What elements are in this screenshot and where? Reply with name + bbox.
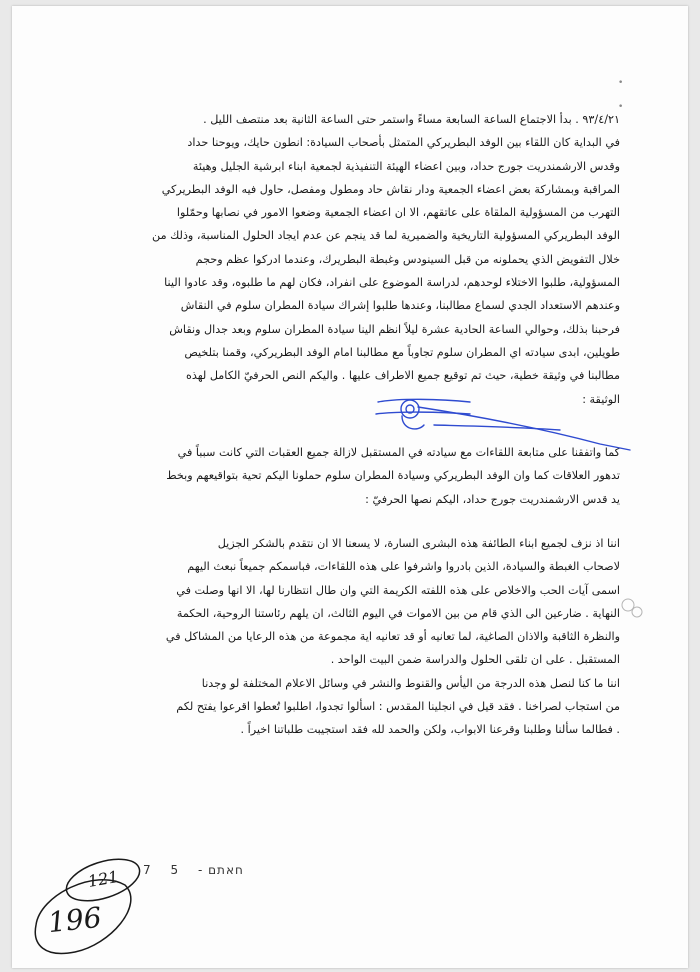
stamp-number-left: 7 [143, 863, 152, 877]
text-line: فرحبنا بذلك، وحوالي الساعة الحادية عشرة ليلاً انظم الينا سيادة المطران سلوم وبعد جدال ونقاش [169, 322, 620, 336]
text-line: اسمى آيات الحب والاخلاص على هذه اللفته الكريمة التي وان طال انتظارنا لها، الا انها وصلت في [176, 583, 620, 597]
text-line: المراقبة وبمشاركة بعض اعضاء الجمعية ودار نقاش حاد ومطول ومفصل، حاول فيه الوفد البطريركي [161, 182, 620, 196]
handwritten-number-bottom: 196 [46, 900, 104, 940]
text-line: . فطالما سألنا وطلبنا وقرعنا الابواب، ولكن والحمد لله فقد استجيبت طلباتنا اخيراً . [240, 723, 620, 737]
text-line: تدهور العلاقات كما وان الوفد البطريركي وسيادة المطران سلوم حملونا اليكم تحية بتواقيعهم وبخط [166, 469, 620, 483]
text-line: وقدس الارشمندريت جورج حداد، وبين اعضاء الهيئة التنفيذية لجمعية ابناء ابرشية الجليل وهيئة [192, 159, 620, 173]
text-line: اننا ما كنا لنصل هذه الدرجة من اليأس والقنوط والنشر في وسائل الاعلام المختلفة لو وجدنا [201, 676, 620, 690]
page-speck: • [618, 78, 624, 88]
handwritten-number-top: 121 [86, 866, 120, 891]
paragraph-agreement [90, 441, 620, 511]
text-line: اننا اذ نزف لجميع ابناء الطائفة هذه البشرى السارة، لا يسعنا الا ان نتقدم بالشكر الجزيل [217, 537, 620, 550]
text-line: يد قدس الارشمندريت جورج حداد، اليكم نصها الحرفيّ : [365, 492, 620, 506]
stamp-number-mid: 5 [170, 863, 180, 877]
text-line: مطالبنا في وثيقة خطية، حيث تم توقيع جميع الاطراف عليها . واليكم النص الحرفيّ الكامل لهذه [185, 369, 620, 383]
text-line: خلال التفويض الذي يحملونه من قبل السينودس وغبطة البطريرك، وعندما ادركوا عظم وحجم [195, 252, 620, 266]
text-line: التهرب من المسؤولية الملقاة على عاتقهم، الا ان اعضاء الجمعية وضعوا الامور في نصابها وحمّلوا [176, 206, 620, 220]
page-speck: • [618, 102, 624, 112]
text-line: لاصحاب الغبطة والسيادة، الذين بادروا واشرفوا على هذه اللقاءات، فباسمكم جميعاً نبعث اليهم [187, 560, 620, 574]
text-line: الوفد البطريركي المسؤولية التاريخية والضميرية لما قد ينجم عن عدم ايجاد الحلول المناسبة، وذلك من [152, 229, 620, 243]
text-line: الوثيقة : [582, 392, 620, 406]
paragraph-meeting-report [90, 108, 620, 411]
text-line: المستقبل . على ان تلقى الحلول والدراسة ضمن البيت الواحد . [330, 653, 620, 667]
text-line: كما واتفقنا على متابعة اللقاءات مع سيادته في المستقبل لازالة جميع العقبات التي كانت سبباً في [177, 446, 620, 459]
paragraph-thanks [80, 532, 620, 742]
archive-stamp [143, 863, 258, 877]
text-line: المسؤولية، طلبوا الاختلاء لوحدهم، لدراسة الموضوع على انفراد، فكان لهم ما طلبوه، وقد عادوا الينا [164, 276, 620, 290]
text-line: وعندهم الاستعداد الجدي لسماع مطالبنا، وعندها طلبوا إشراك سيادة المطران سلوم في النقاش [180, 299, 620, 313]
text-line: النهاية . ضارعين الى الذي قام من بين الاموات في اليوم الثالث، ان يلهم رئاستنا الروحية، الحكمة [176, 606, 620, 620]
text-line: ٩٣/٤/٢١ . بدأ الاجتماع الساعة السابعة مساءً واستمر حتى الساعة الثانية بعد منتصف الليل . [203, 113, 620, 126]
text-line: من استجاب لصراخنا . فقد قيل في انجلينا المقدس : اسألوا تجدوا، اطلبوا تُعطوا اقرعوا يفتح لكم [176, 700, 620, 714]
text-line: والنظرة الثاقبة والاذان الصاغية، لما تعانيه أو قد تعانيه اية مجموعة من هذه الرعايا من المشاكل في [165, 630, 620, 644]
stamp-label: - חאתם [197, 863, 244, 877]
text-line: في البداية كان اللقاء بين الوفد البطريركي المتمثل بأصحاب السيادة: انطون حايك، ويوحنا حداد [187, 136, 620, 150]
text-line: طويلين، ابدى سيادته اي المطران سلوم تجاوباً مع مطالبنا امام الوفد البطريركي، وقمنا بتلخيص [184, 345, 620, 359]
